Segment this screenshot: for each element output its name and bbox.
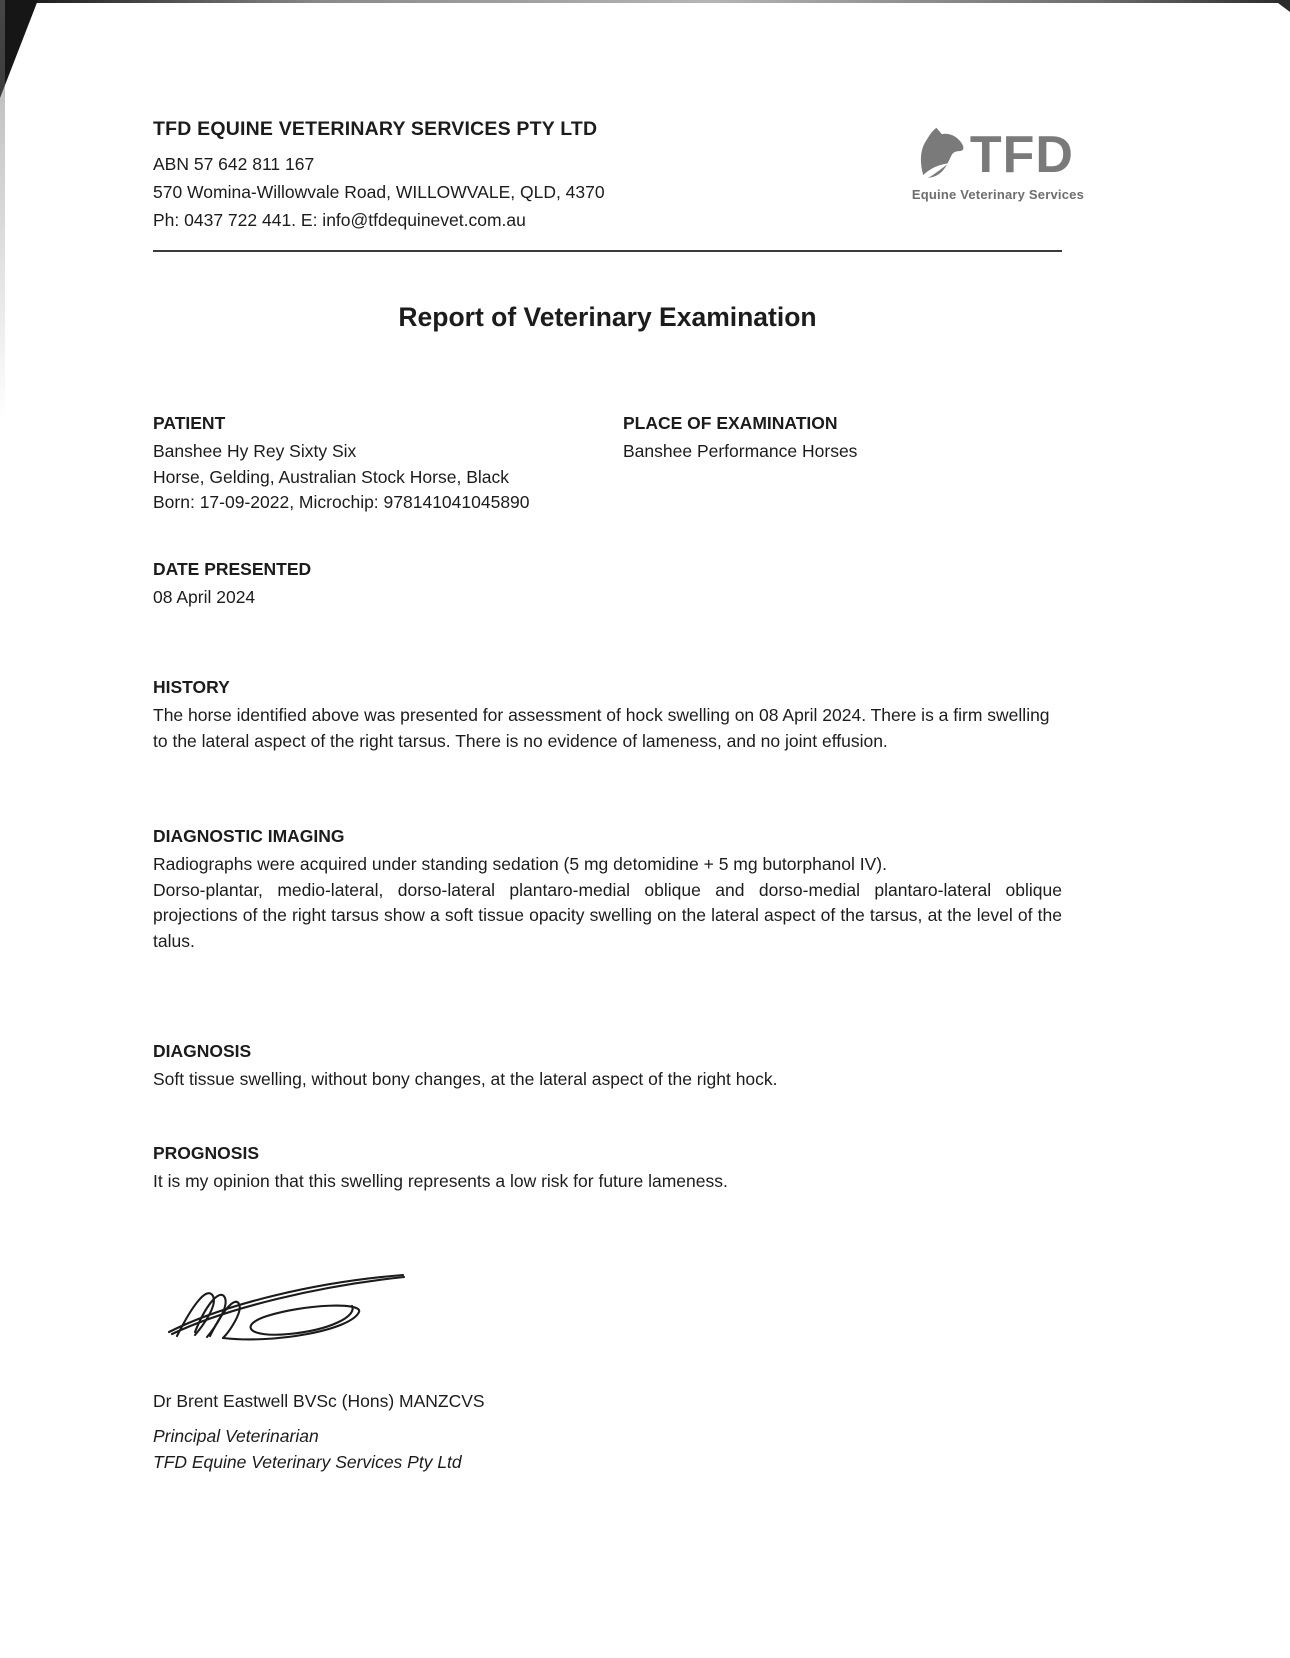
scan-edge-left — [0, 0, 5, 420]
diagnostic-imaging-section — [153, 826, 1062, 954]
diagnosis-heading: DIAGNOSIS — [153, 1041, 252, 1061]
diagnostic-imaging-para1: Radiographs were acquired under standing sedation (5 mg detomidine + 5 mg butorphanol IV). — [153, 854, 887, 874]
diagnosis-body: Soft tissue swelling, without bony changes, at the lateral aspect of the right hock. — [153, 1069, 778, 1089]
place-value: Banshee Performance Horses — [623, 441, 858, 461]
patient-description: Horse, Gelding, Australian Stock Horse, Black — [153, 466, 509, 487]
signature — [155, 1252, 1062, 1347]
prognosis-section — [153, 1143, 1062, 1195]
patient-place-columns — [153, 413, 1062, 516]
prognosis-heading: PROGNOSIS — [153, 1142, 259, 1163]
signatory-block — [153, 1389, 1062, 1475]
place-heading: PLACE OF EXAMINATION — [623, 413, 838, 433]
signatory-role: Principal Veterinarian — [153, 1425, 319, 1446]
scan-edge-top — [0, 0, 1290, 3]
company-name: TFD EQUINE VETERINARY SERVICES PTY LTD — [153, 118, 598, 140]
date-presented-section — [153, 559, 1062, 611]
company-contact: Ph: 0437 722 441. E: info@tfdequinevet.com.au — [153, 210, 526, 230]
logo-tagline: Equine Veterinary Services — [911, 187, 1084, 202]
history-heading: HISTORY — [153, 677, 230, 697]
signatory-company: TFD Equine Veterinary Services Pty Ltd — [153, 1451, 462, 1472]
horse-head-icon — [912, 124, 970, 185]
letterhead-text — [153, 118, 605, 234]
prognosis-body: It is my opinion that this swelling represents a low risk for future lameness. — [153, 1170, 728, 1191]
place-of-examination-section — [623, 413, 1062, 516]
signature-scribble-icon — [155, 1252, 430, 1347]
patient-born-microchip: Born: 17-09-2022, Microchip: 978141041045890 — [153, 492, 530, 512]
diagnostic-imaging-heading: DIAGNOSTIC IMAGING — [153, 826, 345, 846]
letterhead — [153, 118, 1084, 252]
company-address: 570 Womina-Willowvale Road, WILLOWVALE, QLD, 4370 — [153, 182, 605, 202]
company-abn: ABN 57 642 811 167 — [153, 154, 315, 174]
diagnosis-section — [153, 1041, 1062, 1093]
patient-heading: PATIENT — [153, 413, 226, 433]
company-logo — [912, 124, 1084, 202]
signatory-name: Dr Brent Eastwell BVSc (Hons) MANZCVS — [153, 1391, 485, 1411]
history-section — [153, 677, 1062, 754]
patient-section — [153, 413, 623, 516]
diagnostic-imaging-para2: Dorso-plantar, medio-lateral, dorso-lateral plantaro-medial oblique and dorso-medial plantaro-lateral oblique projections of the right tarsus show a soft tissue opacity swelling on the lateral aspect of the tarsus, at the level of the talus. — [153, 879, 1062, 951]
page-title: Report of Veterinary Examination — [398, 302, 817, 332]
date-presented-heading: DATE PRESENTED — [153, 558, 312, 579]
logo-text: TFD — [969, 125, 1074, 184]
patient-name: Banshee Hy Rey Sixty Six — [153, 441, 357, 461]
date-presented-value: 08 April 2024 — [153, 586, 256, 607]
history-body: The horse identified above was presented for assessment of hock swelling on 08 April 2024. There is a firm swelling to the lateral aspect of the right tarsus. There is no evidence of lameness, and no joint effusion. — [153, 705, 1050, 751]
